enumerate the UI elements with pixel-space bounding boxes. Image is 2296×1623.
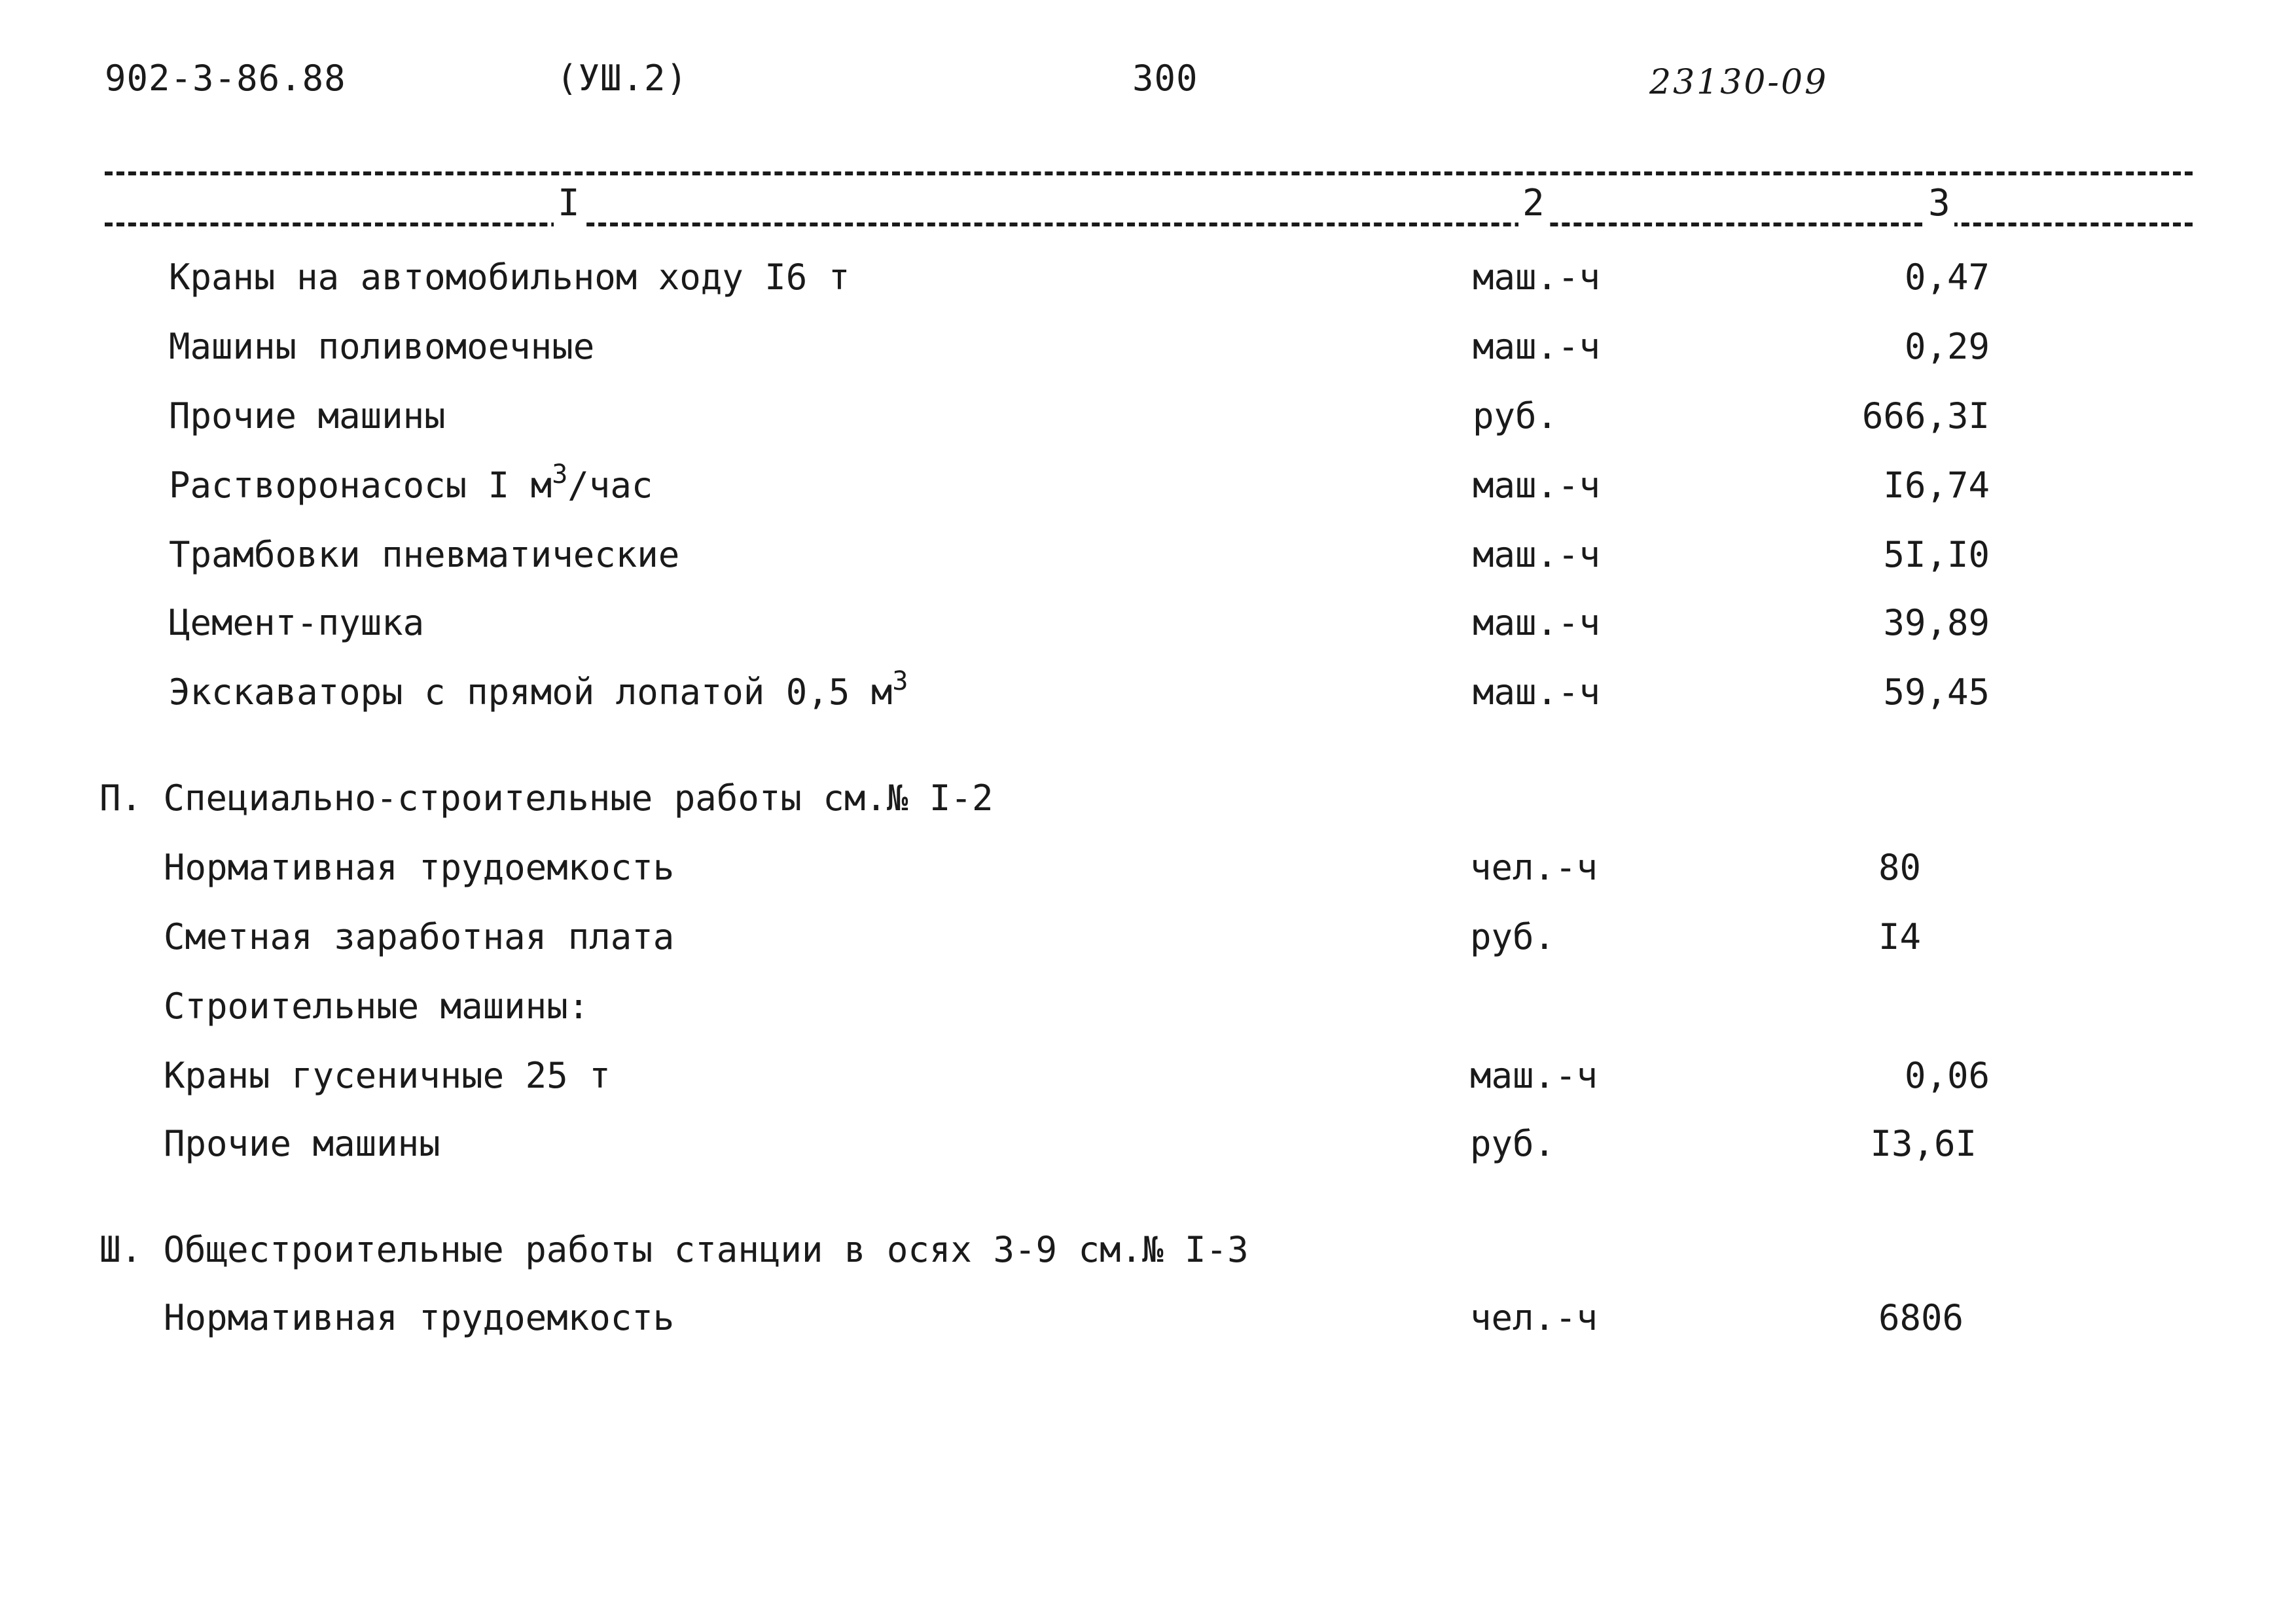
row-name: Прочие машины bbox=[169, 395, 446, 437]
table-row bbox=[0, 529, 2296, 581]
row-name: Нормативная трудоемкость bbox=[164, 1297, 675, 1338]
row-unit: чел.-ч bbox=[1470, 847, 1598, 888]
document-code: 902-3-86.88 bbox=[105, 58, 346, 99]
row-value: 5I,I0 bbox=[1883, 534, 1990, 575]
table-row bbox=[0, 980, 2296, 1033]
row-unit: маш.-ч bbox=[1473, 534, 1601, 575]
section-title: Ш. Общестроительные работы станции в осях 3-9 см.№ I-3 bbox=[99, 1229, 1249, 1270]
table-row bbox=[0, 251, 2296, 304]
row-unit: маш.-ч bbox=[1473, 326, 1601, 367]
row-value: 0,29 bbox=[1904, 326, 1990, 367]
row-unit: маш.-ч bbox=[1473, 671, 1601, 713]
row-unit: маш.-ч bbox=[1473, 257, 1601, 298]
row-value: 39,89 bbox=[1883, 602, 1990, 643]
row-value: 666,3I bbox=[1861, 395, 1990, 437]
row-value: I3,6I bbox=[1870, 1123, 1977, 1164]
row-value: 0,06 bbox=[1904, 1055, 1990, 1096]
column-header-1: I bbox=[554, 181, 584, 226]
row-name: Цемент-пушка bbox=[169, 602, 425, 643]
row-unit: чел.-ч bbox=[1470, 1297, 1598, 1338]
row-name-text: Экскаваторы с прямой лопатой 0,5 м bbox=[169, 671, 893, 713]
row-value: 6806 bbox=[1878, 1297, 1964, 1338]
row-name: Машины поливомоечные bbox=[169, 326, 595, 367]
row-name: Краны на автомобильном ходу I6 т bbox=[169, 257, 850, 298]
superscript: 3 bbox=[892, 666, 908, 696]
row-unit: маш.-ч bbox=[1473, 465, 1601, 506]
section-title: П. Специально-строительные работы см.№ I-2 bbox=[99, 777, 994, 819]
handwritten-doc-number: 23130-09 bbox=[1649, 63, 1829, 102]
table-row bbox=[0, 1118, 2296, 1170]
table-row bbox=[0, 459, 2296, 512]
row-unit: руб. bbox=[1470, 1123, 1556, 1164]
table-header-rule bbox=[105, 223, 2193, 226]
table-row bbox=[0, 390, 2296, 442]
row-unit: руб. bbox=[1473, 395, 1558, 437]
row-name: Строительные машины: bbox=[164, 986, 590, 1027]
table-row bbox=[0, 911, 2296, 963]
table-row bbox=[0, 666, 2296, 719]
row-name bbox=[169, 459, 653, 512]
table-row bbox=[0, 597, 2296, 649]
sheet-label: (УШ.2) bbox=[556, 58, 689, 99]
row-value: 59,45 bbox=[1883, 671, 1990, 713]
row-name: Сметная заработная плата bbox=[164, 916, 675, 957]
row-name bbox=[169, 666, 908, 719]
section-heading bbox=[0, 772, 2296, 825]
row-name-text: Растворонасосы I м bbox=[169, 465, 552, 506]
row-unit: руб. bbox=[1470, 916, 1556, 957]
row-value: I4 bbox=[1878, 916, 1922, 957]
column-header-3: 3 bbox=[1924, 181, 1954, 226]
row-name: Трамбовки пневматические bbox=[169, 534, 680, 575]
row-name: Краны гусеничные 25 т bbox=[164, 1055, 611, 1096]
row-name: Прочие машины bbox=[164, 1123, 440, 1164]
table-row bbox=[0, 1292, 2296, 1344]
table-row bbox=[0, 321, 2296, 373]
row-unit: маш.-ч bbox=[1473, 602, 1601, 643]
section-heading bbox=[0, 1224, 2296, 1276]
column-header-2: 2 bbox=[1518, 181, 1549, 226]
row-name: Нормативная трудоемкость bbox=[164, 847, 675, 888]
table-row bbox=[0, 1050, 2296, 1102]
superscript: 3 bbox=[552, 459, 568, 490]
row-unit: маш.-ч bbox=[1470, 1055, 1598, 1096]
page-number: 300 bbox=[1132, 58, 1198, 99]
table-top-rule bbox=[105, 171, 2193, 175]
row-name-suffix: /час bbox=[567, 465, 653, 506]
row-value: 80 bbox=[1878, 847, 1922, 888]
row-value: 0,47 bbox=[1904, 257, 1990, 298]
row-value: I6,74 bbox=[1883, 465, 1990, 506]
table-row bbox=[0, 842, 2296, 894]
